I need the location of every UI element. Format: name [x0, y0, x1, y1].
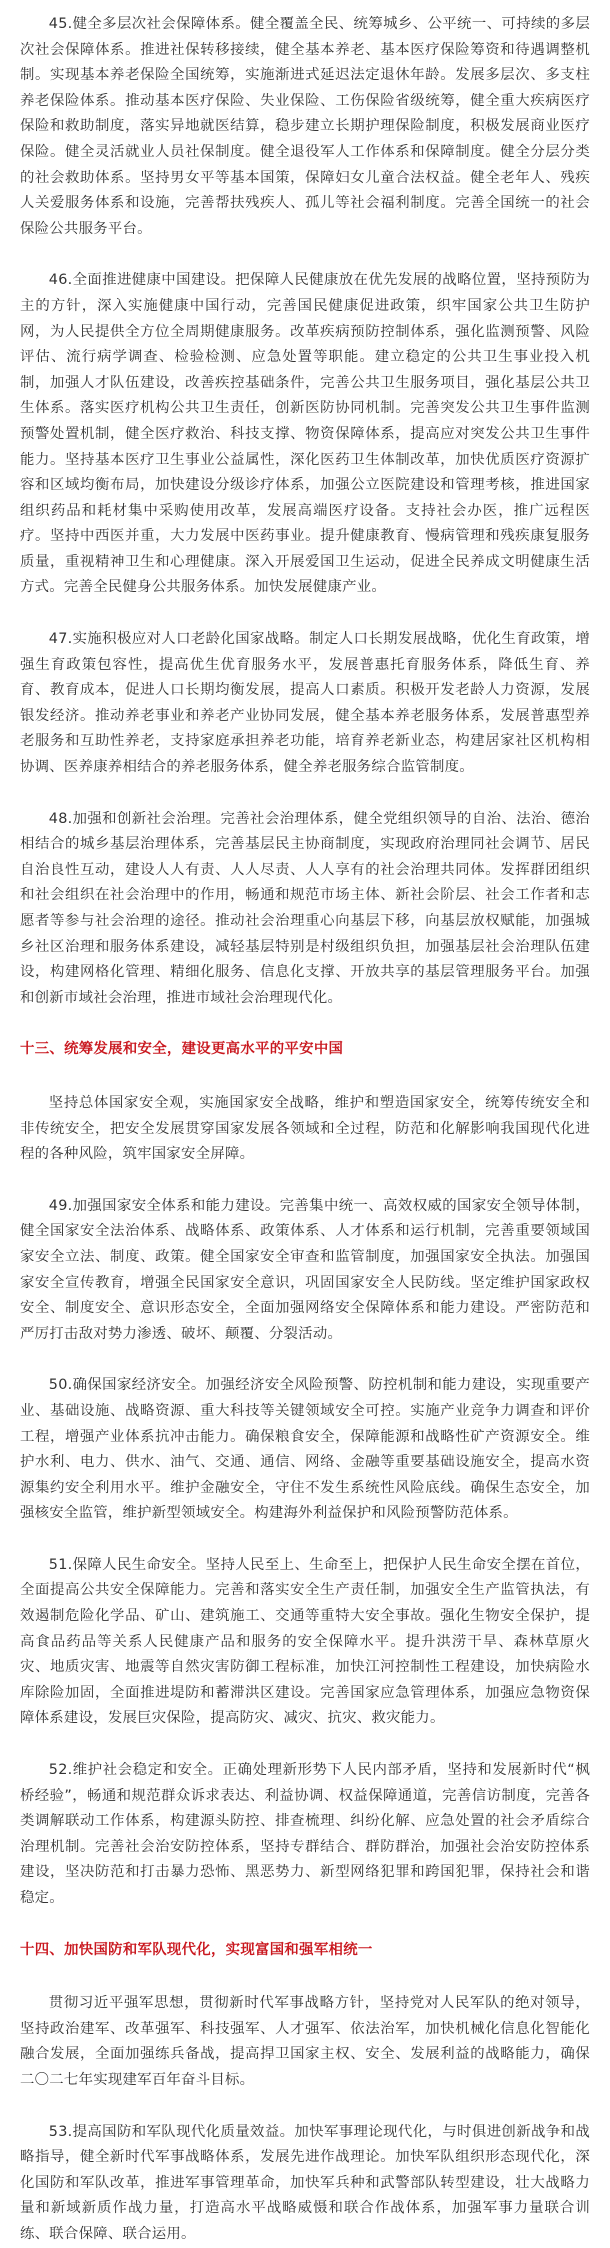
paragraph-47-population-aging: 47.实施积极应对人口老龄化国家战略。制定人口长期发展战略，优化生育政策，增强生育政策包容性，提高优生优育服务水平，发展普惠托育服务体系，降低生育、养育、教育成本，促进人口长期均衡发展，提高人口素质。积极开发老龄人力资源，发展银发经济。推动养老事业和养老产业协同发展，健全基本养老服务体系，发展普惠型养老服务和互助性养老，支持家庭承担养老功能，培育养老新业态，构建居家社区机构相协调、医养康养相结合的养老服务体系，健全养老服务综合监管制度。: [20, 631, 590, 776]
section-heading-13: 十三、统筹发展和安全，建设更高水平的平安中国: [20, 1041, 344, 1058]
paragraph-51-public-safety: 51.保障人民生命安全。坚持人民至上、生命至上，把保护人民生命安全摆在首位，全面提高公共安全保障能力。完善和落实安全生产责任制，加强安全生产监管执法，有效遏制危险化学品、矿山、建筑施工、交通等重特大安全事故。强化生物安全保护，提高食品药品等关系人民健康产品和服务的安全保障水平。提升洪涝干旱、森林草原火灾、地质灾害、地震等自然灾害防御工程标准，加快江河控制性工程建设，加快病险水库除险加固，全面推进堤防和蓄滞洪区建设。完善国家应急管理体系，加强应急物资保障体系建设，发展巨灾保险，提高防灾、减灾、抗灾、救灾能力。: [20, 1556, 590, 1727]
paragraph-52-social-stability: 52.维护社会稳定和安全。正确处理新形势下人民内部矛盾，坚持和发展新时代“枫桥经验”，畅通和规范群众诉求表达、利益协调、权益保障通道，完善信访制度，完善各类调解联动工作体系，构建源头防控、排查梳理、纠纷化解、应急处置的社会矛盾综合治理机制。完善社会治安防控体系，坚持专群结合、群防群治，加强社会治安防控体系建设，坚决防范和打击暴力恐怖、黑恶势力、新型网络犯罪和跨国犯罪，保持社会和谐稳定。: [20, 1762, 591, 1906]
paragraph-13-intro: 坚持总体国家安全观，实施国家安全战略，维护和塑造国家安全，统筹传统安全和非传统安全，把安全发展贯穿国家发展各领域和全过程，防范和化解影响我国现代化进程的各种风险，筑牢国家安全屏障。: [20, 1094, 590, 1163]
paragraph-48-social-governance: 48.加强和创新社会治理。完善社会治理体系，健全党组织领导的自治、法治、德治相结合的城乡基层治理体系，完善基层民主协商制度，实现政府治理同社会调节、居民自治良性互动，建设人人有责、人人尽责、人人享有的社会治理共同体。发挥群团组织和社会组织在社会治理中的作用，畅通和规范市场主体、新社会阶层、社会工作者和志愿者等参与社会治理的途径。推动社会治理重心向基层下移，向基层放权赋能，加强城乡社区治理和服务体系建设，减轻基层特别是村级组织负担，加强基层社会治理队伍建设，构建网格化管理、精细化服务、信息化支撑、开放共享的基层管理服务平台。加强和创新市域社会治理，推进市域社会治理现代化。: [20, 810, 590, 1006]
paragraph-50-economic-security: 50.确保国家经济安全。加强经济安全风险预警、防控机制和能力建设，实现重要产业、基础设施、战略资源、重大科技等关键领域安全可控。实施产业竞争力调查和评价工程，增强产业体系抗冲击能力。确保粮食安全，保障能源和战略性矿产资源安全。维护水利、电力、供水、油气、交通、通信、网络、金融等重要基础设施安全，提高水资源集约安全利用水平。维护金融安全，守住不发生系统性风险底线。确保生态安全，加强核安全监管，维护新型领域安全。构建海外利益保护和风险预警防范体系。: [20, 1377, 590, 1522]
paragraph-45-social-security: 45.健全多层次社会保障体系。健全覆盖全民、统筹城乡、公平统一、可持续的多层次社会保障体系。推进社保转移接续，健全基本养老、基本医疗保险筹资和待遇调整机制。实现基本养老保险全国统筹，实施渐进式延迟法定退休年龄。发展多层次、多支柱养老保险体系。推动基本医疗保险、失业保险、工伤保险省级统筹，健全重大疾病医疗保险和救助制度，落实异地就医结算，稳步建立长期护理保险制度，积极发展商业医疗保险。健全灵活就业人员社保制度。健全退役军人工作体系和保障制度。健全分层分类的社会救助体系。坚持男女平等基本国策，保障妇女儿童合法权益。健全老年人、残疾人关爱服务体系和设施，完善帮扶残疾人、孤儿等社会福利制度。完善全国统一的社会保险公共服务平台。: [20, 16, 590, 237]
paragraph-14-intro: 贯彻习近平强军思想，贯彻新时代军事战略方针，坚持党对人民军队的绝对领导，坚持政治建军、改革强军、科技强军、人才强军、依法治军，加快机械化信息化智能化融合发展，全面加强练兵备战，提高捍卫国家主权、安全、发展利益的战略能力，确保二〇二七年实现建军百年奋斗目标。: [20, 1995, 590, 2088]
paragraph-49-national-security: 49.加强国家安全体系和能力建设。完善集中统一、高效权威的国家安全领导体制，健全国家安全法治体系、战略体系、政策体系、人才体系和运行机制，完善重要领域国家安全立法、制度、政策。健全国家安全审查和监管制度，加强国家安全执法。加强国家安全宣传教育，增强全民国家安全意识，巩固国家安全人民防线。坚定维护国家政权安全、制度安全、意识形态安全，全面加强网络安全保障体系和能力建设。严密防范和严厉打击敌对势力渗透、破坏、颠覆、分裂活动。: [20, 1197, 590, 1342]
paragraph-53-defense-modernization: 53.提高国防和军队现代化质量效益。加快军事理论现代化，与时俱进创新战争和战略指导，健全新时代军事战略体系，发展先进作战理论。加快军队组织形态现代化，深化国防和军队改革，推进军事管理革命，加快军兵种和武警部队转型建设，壮大战略力量和新域新质作战力量，打造高水平战略威慑和联合作战体系，加强军事力量联合训练、联合保障、联合运用。: [20, 2123, 590, 2242]
section-heading-14: 十四、加快国防和军队现代化，实现富国和强军相统一: [20, 1941, 373, 1958]
paragraph-46-healthy-china: 46.全面推进健康中国建设。把保障人民健康放在优先发展的战略位置，坚持预防为主的方针，深入实施健康中国行动，完善国民健康促进政策，织牢国家公共卫生防护网，为人民提供全方位全周期健康服务。改革疾病预防控制体系，强化监测预警、风险评估、流行病学调查、检验检测、应急处置等职能。建立稳定的公共卫生事业投入机制，加强人才队伍建设，改善疾控基础条件，完善公共卫生服务项目，强化基层公共卫生体系。落实医疗机构公共卫生责任，创新医防协同机制。完善突发公共卫生事件监测预警处置机制，健全医疗救治、科技支撑、物资保障体系，提高应对突发公共卫生事件能力。坚持基本医疗卫生事业公益属性，深化医药卫生体制改革，加快优质医疗资源扩容和区域均衡布局，加快建设分级诊疗体系，加强公立医院建设和管理考核，推进国家组织药品和耗材集中采购使用改革，发展高端医疗设备。支持社会办医，推广远程医疗。坚持中西医并重，大力发展中医药事业。提升健康教育、慢病管理和残疾康复服务质量，重视精神卫生和心理健康。深入开展爱国卫生运动，促进全民养成文明健康生活方式。完善全民健身公共服务体系。加快发展健康产业。: [20, 272, 590, 596]
